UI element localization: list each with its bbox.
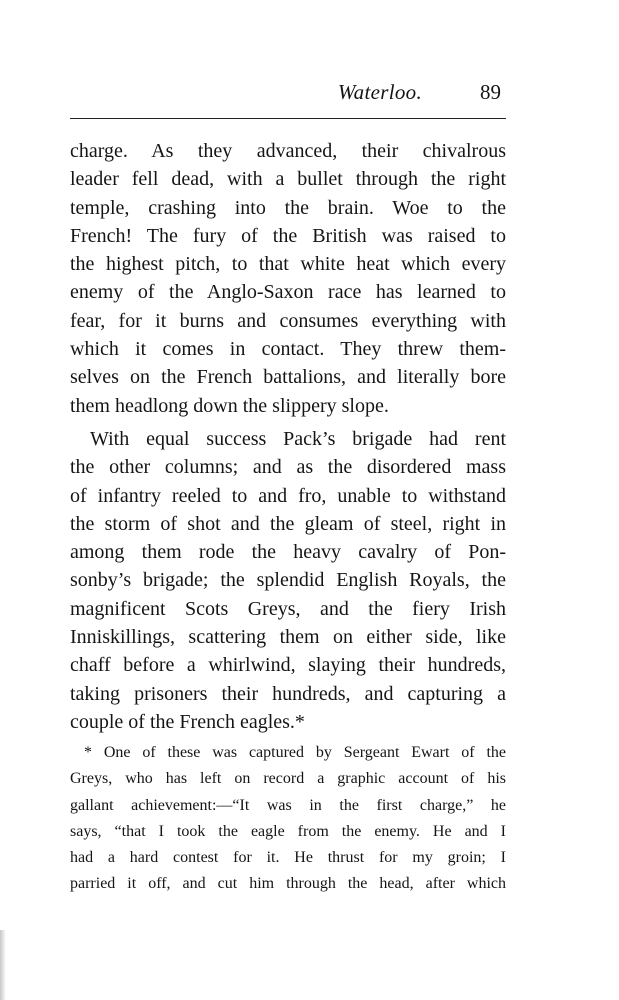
text-line: charge. As they advanced, their chivalrous <box>70 140 506 162</box>
text-line: Inniskillings, scattering them on either side, like <box>70 626 506 649</box>
text-line: With equal success Pack’s brigade had rent <box>90 427 506 450</box>
footnote-line: parried it off, and cut him through the head, after which <box>70 875 506 893</box>
text-line: of infantry reeled to and fro, unable to withstand <box>70 484 506 507</box>
footnote-line: says, “that I took the eagle from the enemy. He and I <box>70 822 506 840</box>
paragraph-1 <box>70 137 506 420</box>
footnote-line: Greys, who has left on record a graphic account of his <box>70 770 506 788</box>
text-line: the storm of shot and the gleam of steel, right in <box>70 512 506 535</box>
text-line: fear, for it burns and consumes everything with <box>70 309 506 332</box>
footnote-line: had a hard contest for it. He thrust for my groin; I <box>70 849 506 867</box>
header-rule <box>70 118 506 119</box>
text-line: the other columns; and as the disordered mass <box>70 456 506 479</box>
text-line: enemy of the Anglo-Saxon race has learned to <box>70 281 506 304</box>
body-text <box>70 137 506 736</box>
running-title: Waterloo. <box>337 80 422 104</box>
text-line: sonby’s brigade; the splendid English Royals, the <box>70 569 506 592</box>
text-line: chaff before a whirlwind, slaying their hundreds, <box>70 654 506 677</box>
text-line: selves on the French battalions, and literally bore <box>70 366 506 389</box>
text-line: taking prisoners their hundreds, and capturing a <box>70 682 506 705</box>
paragraph-2 <box>70 425 506 736</box>
text-line: which it comes in contact. They threw them- <box>70 338 506 361</box>
footnote-line: * One of these was captured by Sergeant Ewart of the <box>84 744 506 761</box>
text-line: magnificent Scots Greys, and the fiery Irish <box>70 597 506 620</box>
text-line: among them rode the heavy cavalry of Pon- <box>70 541 506 564</box>
text-line: temple, crashing into the brain. Woe to the <box>70 196 506 219</box>
page-edge-shadow <box>0 930 6 1000</box>
text-line: leader fell dead, with a bullet through the right <box>70 168 506 191</box>
text-line: the highest pitch, to that white heat which every <box>70 253 506 276</box>
footnote-line: gallant achievement:—“It was in the first charge,” he <box>70 796 506 814</box>
running-head <box>70 80 501 110</box>
text-line: them headlong down the slippery slope. <box>70 394 389 417</box>
text-line: couple of the French eagles.* <box>70 710 305 733</box>
text-line: French! The fury of the British was raised to <box>70 224 506 247</box>
page-number: 89 <box>480 80 501 104</box>
footnote <box>70 740 506 898</box>
